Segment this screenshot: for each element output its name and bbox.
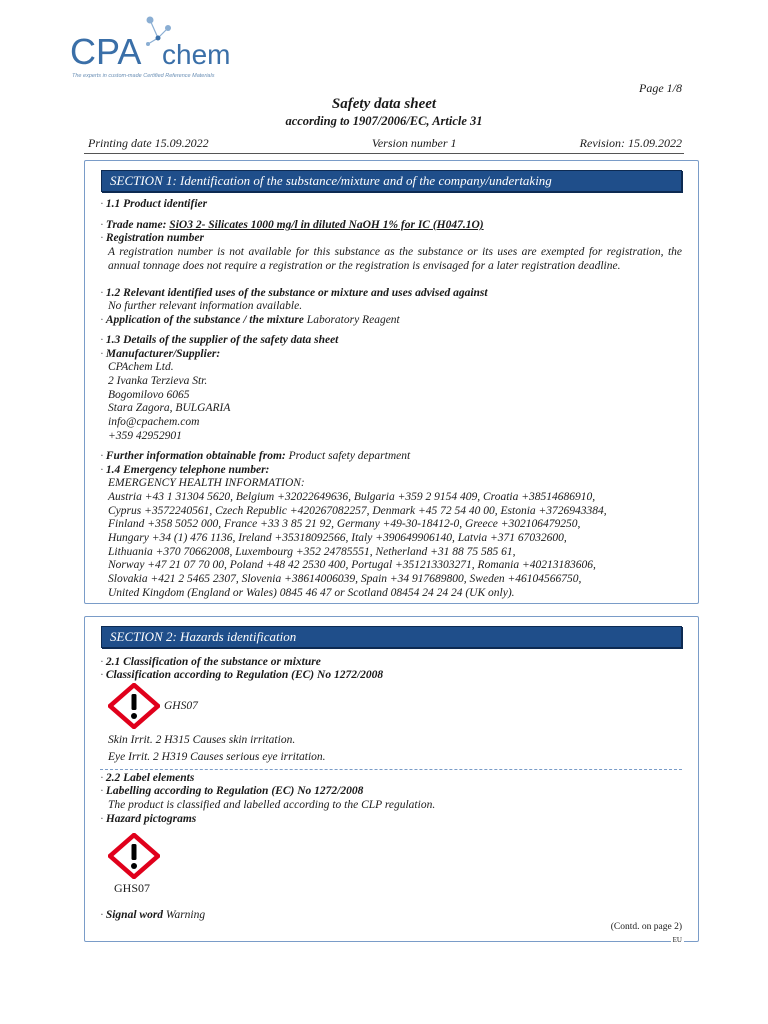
label-elements-line: · 2.2 Label elements: [100, 772, 195, 784]
hazard-statement: Eye Irrit. 2 H319 Causes serious eye irritation.: [108, 751, 326, 763]
supplier-details-line: · 1.3 Details of the supplier of the safety data sheet: [100, 334, 339, 346]
manufacturer-label: Manufacturer/Supplier:: [105, 348, 221, 360]
labelling-reg-line: · Labelling according to Regulation (EC) No 1272/2008: [100, 785, 364, 797]
registration-text: A registration number is not available for this substance as the substance or its uses are exempted for registration, the annual tonnage does not require a registration or the registration is envisaged for a later registration deadline.: [108, 246, 682, 272]
section-2-heading: SECTION 2: Hazards identification: [101, 626, 682, 648]
exclamation-mark-icon: [108, 683, 160, 729]
address-line: 2 Ivanka Terzieva Str.: [108, 375, 208, 387]
pictograms-label: Hazard pictograms: [105, 813, 197, 825]
application-line: · Application of the substance / the mixture Laboratory Reagent: [100, 314, 400, 326]
further-info-label: Further information obtainable from:: [105, 450, 286, 462]
emergency-text-line: Lithuania +370 70662008, Luxembourg +352 24785551, Netherland +31 88 75 585 61,: [108, 546, 516, 558]
header-divider: [84, 153, 684, 154]
product-identifier-line: · 1.1 Product identifier: [100, 198, 208, 210]
address-line: Stara Zagora, BULGARIA: [108, 402, 231, 414]
address-line: Bogomilovo 6065: [108, 389, 190, 401]
address-line: CPAchem Ltd.: [108, 361, 174, 373]
dashed-divider: [100, 769, 682, 770]
classification-reg-line: · Classification according to Regulation (EC) No 1272/2008: [100, 669, 384, 681]
document-title: Safety data sheet: [331, 96, 437, 112]
registration-line: · Registration number: [100, 232, 204, 244]
uses-line: · 1.2 Relevant identified uses of the substance or mixture and uses advised against: [100, 287, 488, 299]
further-info-value: Product safety department: [288, 450, 411, 462]
uses-text: No further relevant information available.: [108, 300, 303, 312]
trade-name-value: SiO3 2- Silicates 1000 mg/l in diluted NaOH 1% for IC (H047.1O): [169, 219, 484, 231]
hazard-statement: Skin Irrit. 2 H315 Causes skin irritation.: [108, 734, 296, 746]
emergency-text-line: Finland +358 5052 000, France +33 3 85 21 92, Germany +49-30-18412-0, Greece +302106479250,: [108, 518, 581, 530]
emergency-text-line: Cyprus +3572240561, Czech Republic +420267082257, Denmark +45 72 54 40 00, Estonia +3726943384,: [108, 505, 607, 517]
classification-reg-label: Classification according to Regulation (EC) No 1272/2008: [105, 669, 384, 681]
pictogram-code: GHS07: [114, 881, 151, 895]
signal-word-line: · Signal word Warning: [100, 909, 206, 921]
pictograms-line: · Hazard pictograms: [100, 813, 197, 825]
emergency-text-line: United Kingdom (England or Wales) 0845 46 47 or Scotland 08454 24 24 24 (UK only).: [108, 587, 515, 599]
emergency-label: 1.4 Emergency telephone number:: [105, 464, 270, 476]
emergency-text-line: Hungary +34 (1) 476 1136, Ireland +35318092566, Italy +390649906140, Latvia +371 67032600,: [108, 532, 567, 544]
further-info-line: · Further information obtainable from: Product safety department: [100, 450, 411, 462]
pictogram-code: GHS07: [164, 700, 198, 712]
phone-number: +359 42952901: [108, 430, 182, 442]
manufacturer-line: · Manufacturer/Supplier:: [100, 348, 221, 360]
continued-note: (Contd. on page 2): [610, 922, 682, 932]
registration-label: Registration number: [105, 232, 204, 244]
uses-label: 1.2 Relevant identified uses of the substance or mixture and uses advised against: [105, 287, 488, 299]
section-1-heading: SECTION 1: Identification of the substance/mixture and of the company/undertaking: [101, 170, 682, 192]
emergency-text-line: Slovakia +421 2 5465 2307, Slovenia +38614006039, Spain +34 917689800, Sweden +46104566750,: [108, 573, 582, 585]
revision-date: Revision: 15.09.2022: [579, 136, 682, 150]
label-elements-label: 2.2 Label elements: [105, 772, 195, 784]
version-number: Version number 1: [371, 136, 457, 150]
application-label: Application of the substance / the mixture: [105, 314, 304, 326]
logo-chem-text: chem: [162, 39, 231, 70]
exclamation-mark-icon: [108, 833, 160, 879]
document-meta: [88, 136, 682, 151]
emergency-text-line: Norway +47 21 07 70 00, Poland +48 42 2530 400, Portugal +351213303271, Romania +40213183606,: [108, 559, 596, 571]
product-identifier-label: 1.1 Product identifier: [105, 198, 208, 210]
supplier-details-label: 1.3 Details of the supplier of the safety data sheet: [105, 334, 339, 346]
classification-label: 2.1 Classification of the substance or mixture: [105, 656, 321, 668]
labelling-reg-label: Labelling according to Regulation (EC) No 1272/2008: [105, 785, 364, 797]
email-link[interactable]: info@cpachem.com: [108, 416, 200, 428]
trade-name-line: · Trade name: SiO3 2- Silicates 1000 mg/l in diluted NaOH 1% for IC (H047.1O): [100, 219, 484, 231]
labelling-text: The product is classified and labelled according to the CLP regulation.: [108, 799, 436, 811]
cpachem-logo: [68, 14, 248, 84]
application-value: Laboratory Reagent: [306, 314, 400, 326]
logo-cpa-text: CPA: [70, 31, 142, 72]
emergency-text-line: Austria +43 1 31304 5620, Belgium +32022649636, Bulgaria +359 2 9154 409, Croatia +38514686910,: [108, 491, 596, 503]
page-number: Page 1/8: [639, 81, 682, 95]
trade-name-label: Trade name:: [105, 219, 167, 231]
printing-date: Printing date 15.09.2022: [88, 136, 209, 150]
classification-line: · 2.1 Classification of the substance or mixture: [100, 656, 321, 668]
logo-mark-icon: [68, 14, 248, 74]
signal-word-value: Warning: [165, 909, 206, 921]
emergency-line: · 1.4 Emergency telephone number:: [100, 464, 270, 476]
document-subtitle: according to 1907/2006/EC, Article 31: [285, 114, 483, 128]
logo-tagline: The experts in custom-made Certified Reference Materials: [72, 73, 215, 79]
emergency-text-line: EMERGENCY HEALTH INFORMATION:: [108, 477, 305, 489]
region-tag: EU: [672, 936, 682, 944]
signal-word-label: Signal word: [105, 909, 164, 921]
